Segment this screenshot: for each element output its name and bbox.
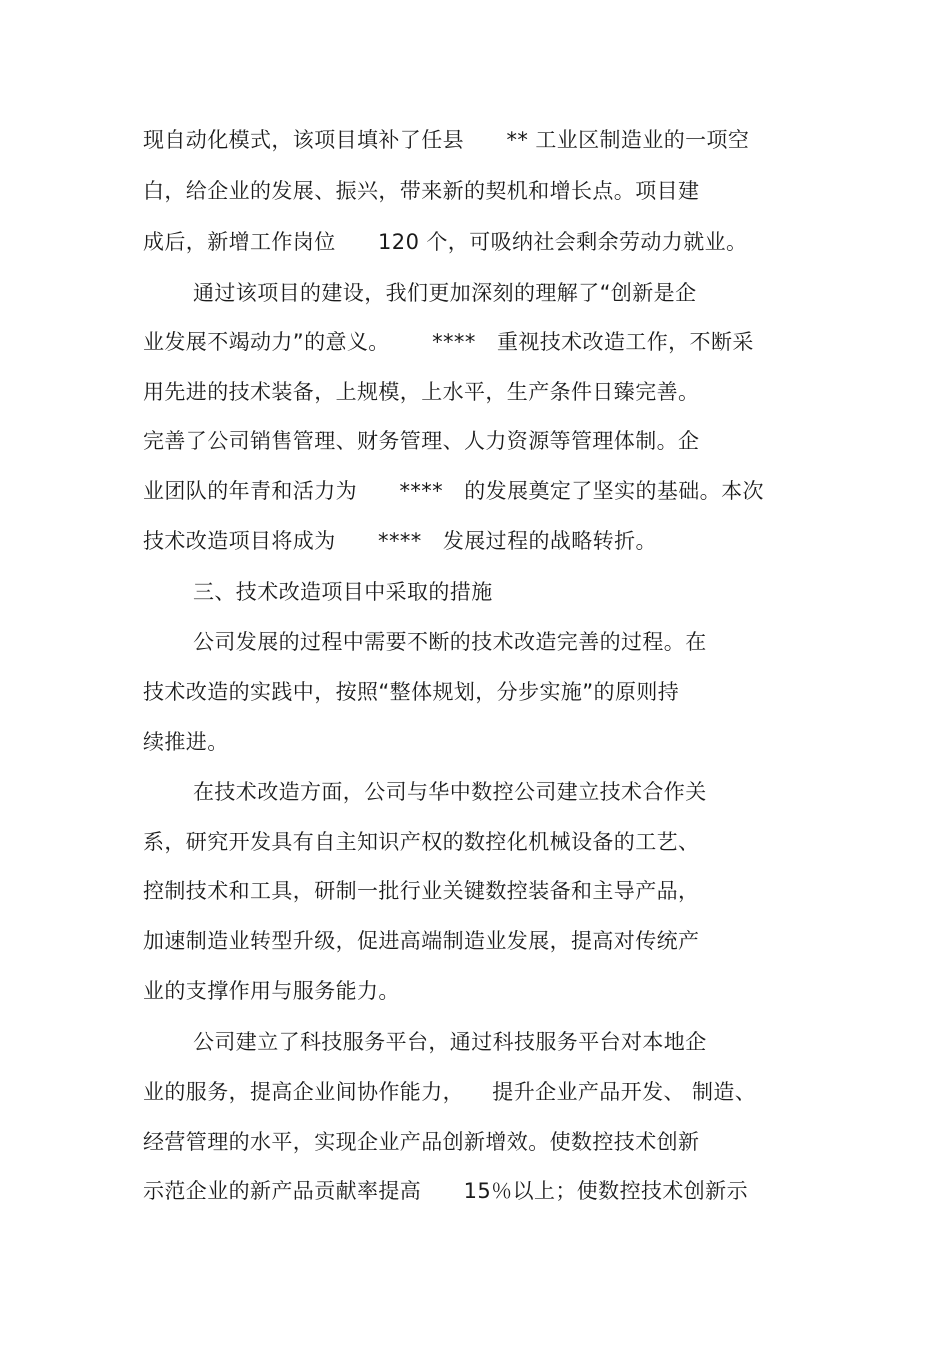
text-line: 加速制造业转型升级，促进高端制造业发展，提高对传统产 bbox=[143, 929, 700, 953]
text-line: 业的服务，提高企业间协作能力， 提升企业产品开发、 制造、 bbox=[143, 1080, 757, 1104]
text-line: 现自动化模式，该项目填补了任县 ** 工业区制造业的一项空 bbox=[143, 128, 750, 152]
paragraph-first-line: 通过该项目的建设，我们更加深刻的理解了“创新是企 bbox=[193, 281, 697, 305]
text-line: 业团队的年青和活力为 **** 的发展奠定了坚实的基础。本次 bbox=[143, 479, 764, 503]
text-line: 白，给企业的发展、振兴，带来新的契机和增长点。项目建 bbox=[143, 179, 700, 203]
text-line: 经营管理的水平，实现企业产品创新增效。使数控技术创新 bbox=[143, 1130, 700, 1154]
text-line: 控制技术和工具，研制一批行业关键数控装备和主导产品， bbox=[143, 879, 700, 903]
text-line: 完善了公司销售管理、财务管理、人力资源等管理体制。企 bbox=[143, 429, 700, 453]
text-line: 续推进。 bbox=[143, 730, 229, 754]
section-heading: 三、技术改造项目中采取的措施 bbox=[193, 580, 493, 604]
text-line: 技术改造的实践中，按照“整体规划，分步实施”的原则持 bbox=[143, 680, 680, 704]
text-line: 业的支撑作用与服务能力。 bbox=[143, 979, 400, 1003]
text-line: 用先进的技术装备，上规模，上水平，生产条件日臻完善。 bbox=[143, 380, 700, 404]
text-line: 技术改造项目将成为 **** 发展过程的战略转折。 bbox=[143, 529, 657, 553]
text-line: 示范企业的新产品贡献率提高 15％以上；使数控技术创新示 bbox=[143, 1179, 748, 1203]
text-line: 业发展不竭动力”的意义。 **** 重视技术改造工作，不断采 bbox=[143, 330, 754, 354]
paragraph-first-line: 在技术改造方面，公司与华中数控公司建立技术合作关 bbox=[193, 780, 707, 804]
text-line: 成后，新增工作岗位 120 个，可吸纳社会剩余劳动力就业。 bbox=[143, 230, 748, 254]
text-line: 系，研究开发具有自主知识产权的数控化机械设备的工艺、 bbox=[143, 830, 700, 854]
paragraph-first-line: 公司发展的过程中需要不断的技术改造完善的过程。在 bbox=[193, 630, 707, 654]
paragraph-first-line: 公司建立了科技服务平台，通过科技服务平台对本地企 bbox=[193, 1030, 707, 1054]
